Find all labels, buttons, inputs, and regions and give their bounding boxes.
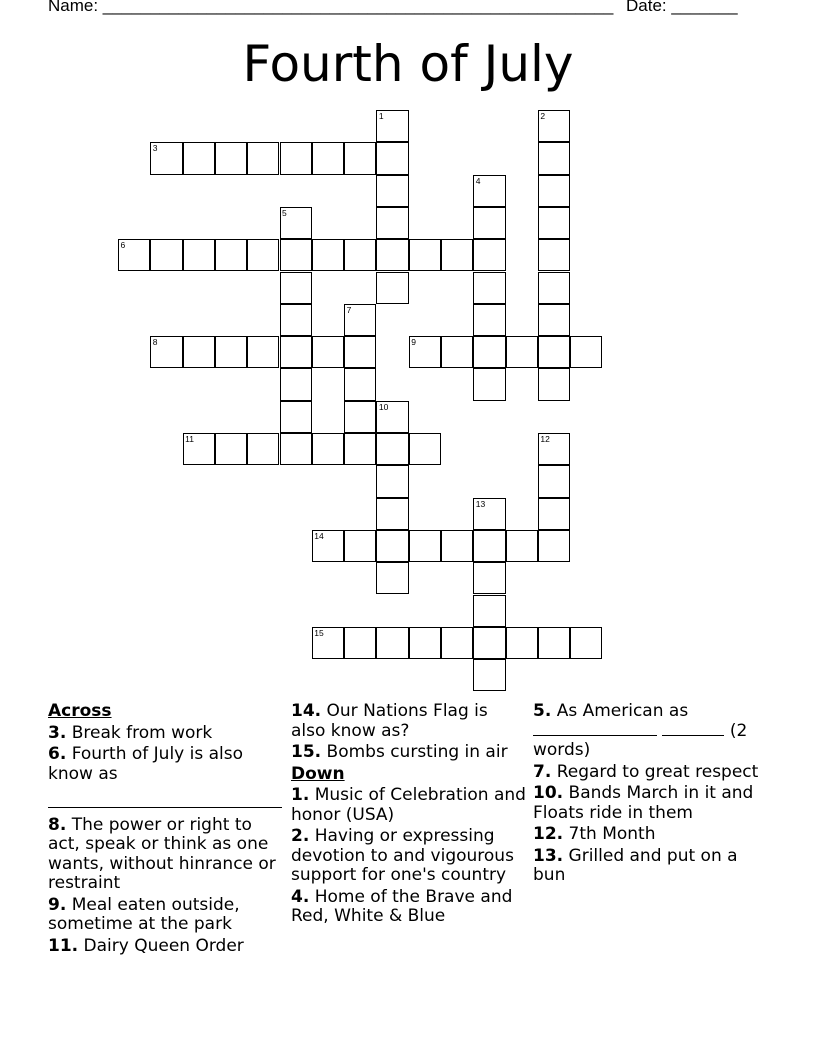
down-heading: Down — [291, 763, 345, 784]
clue-across-6 — [48, 745, 286, 814]
clue-text: Meal eaten outside, sometime at the park — [48, 894, 240, 934]
crossword-cell[interactable] — [376, 272, 408, 304]
crossword-cell[interactable] — [215, 142, 247, 174]
crossword-cell[interactable] — [183, 336, 215, 368]
clue-across-9 — [48, 896, 286, 935]
crossword-cell[interactable] — [312, 433, 344, 465]
crossword-cell[interactable] — [344, 142, 376, 174]
date-field-label: Date: _______ — [626, 0, 738, 15]
cell-number: 15 — [314, 627, 324, 638]
clue-text: Bands March in it and Floats ride in them — [533, 783, 754, 823]
clue-number: 4. — [291, 886, 310, 907]
clue-down-12 — [533, 825, 765, 845]
clue-text: Bombs cursting in air — [326, 742, 508, 762]
crossword-cell[interactable] — [473, 562, 505, 594]
crossword-cell[interactable] — [118, 239, 150, 271]
clue-text-tail: (2 words) — [533, 720, 748, 760]
clue-number: 7. — [533, 761, 552, 782]
clue-down-10 — [533, 784, 765, 823]
clue-across-14 — [291, 702, 527, 741]
crossword-cell[interactable] — [441, 239, 473, 271]
clue-text: Grilled and put on a bun — [533, 845, 738, 885]
crossword-cell[interactable] — [538, 304, 570, 336]
crossword-cell[interactable] — [150, 142, 182, 174]
clue-across-8 — [48, 816, 286, 894]
crossword-cell[interactable] — [538, 239, 570, 271]
crossword-cell[interactable] — [473, 595, 505, 627]
clue-number: 1. — [291, 785, 310, 805]
crossword-cell[interactable] — [506, 627, 538, 659]
crossword-cell[interactable] — [344, 368, 376, 400]
crossword-cell[interactable] — [473, 659, 505, 691]
clue-number: 14. — [291, 701, 322, 721]
crossword-cell[interactable] — [376, 562, 408, 594]
crossword-cell[interactable] — [538, 110, 570, 142]
crossword-cell[interactable] — [312, 627, 344, 659]
crossword-cell[interactable] — [473, 368, 505, 400]
clue-down-5 — [533, 702, 765, 761]
clue-across-11 — [48, 937, 286, 957]
crossword-cell[interactable] — [247, 142, 279, 174]
clue-text: Having or expressing devotion to and vigourous support for one's country — [291, 826, 514, 885]
cell-number: 6 — [120, 240, 126, 251]
crossword-cell[interactable] — [538, 142, 570, 174]
crossword-cell[interactable] — [570, 336, 602, 368]
crossword-cell[interactable] — [376, 110, 408, 142]
cell-number: 14 — [314, 530, 324, 541]
cell-number: 11 — [185, 434, 194, 444]
crossword-cell[interactable] — [376, 530, 408, 562]
clue-number: 12. — [533, 824, 564, 844]
clue-down-4 — [291, 888, 527, 927]
crossword-cell[interactable] — [409, 239, 441, 271]
cell-number: 10 — [378, 401, 389, 412]
crossword-cell[interactable] — [409, 530, 441, 562]
clue-number: 13. — [533, 845, 564, 866]
answer-blank — [533, 734, 657, 736]
clue-down-13 — [533, 847, 765, 886]
crossword-cell[interactable] — [538, 530, 570, 562]
crossword-cell[interactable] — [506, 336, 538, 368]
crossword-cell[interactable] — [280, 272, 312, 304]
crossword-cell[interactable] — [280, 433, 312, 465]
clue-down-7 — [533, 763, 765, 783]
crossword-cell[interactable] — [570, 627, 602, 659]
cell-number: 5 — [282, 207, 287, 218]
crossword-cell[interactable] — [183, 433, 215, 465]
cell-number: 12 — [540, 434, 550, 444]
crossword-cell[interactable] — [376, 207, 408, 239]
clue-number: 11. — [48, 935, 79, 956]
crossword-cell[interactable] — [409, 336, 441, 368]
crossword-cell[interactable] — [473, 239, 505, 271]
clue-text: Regard to great respect — [556, 761, 759, 782]
crossword-cell[interactable] — [538, 207, 570, 239]
crossword-cell[interactable] — [150, 336, 182, 368]
crossword-cell[interactable] — [344, 530, 376, 562]
crossword-cell[interactable] — [247, 433, 279, 465]
crossword-cell[interactable] — [538, 336, 570, 368]
crossword-cell[interactable] — [312, 336, 344, 368]
crossword-cell[interactable] — [473, 175, 505, 207]
clue-number: 15. — [291, 742, 322, 762]
crossword-cell[interactable] — [441, 627, 473, 659]
crossword-cell[interactable] — [280, 401, 312, 433]
cell-number: 2 — [540, 111, 546, 121]
crossword-cell[interactable] — [376, 142, 408, 174]
crossword-cell[interactable] — [183, 239, 215, 271]
crossword-cell[interactable] — [376, 401, 408, 433]
across-heading: Across — [48, 701, 112, 721]
clue-text: Music of Celebration and honor (USA) — [291, 785, 526, 825]
answer-blank — [662, 734, 724, 736]
crossword-cell[interactable] — [280, 207, 312, 239]
clues-column-2 — [291, 702, 527, 929]
crossword-cell[interactable] — [183, 142, 215, 174]
crossword-cell[interactable] — [280, 336, 312, 368]
cell-number: 4 — [475, 175, 481, 186]
name-field-label: Name: ______________________________________________________ — [48, 0, 614, 15]
page-title: Fourth of July — [242, 35, 574, 93]
cell-number: 13 — [475, 498, 486, 509]
clue-number: 10. — [533, 783, 564, 803]
clue-text: As American as — [556, 701, 689, 721]
clue-number: 9. — [48, 894, 67, 915]
clues-column-3 — [533, 702, 765, 888]
clue-text: Home of the Brave and Red, White & Blue — [291, 886, 513, 926]
crossword-cell[interactable] — [376, 627, 408, 659]
crossword-cell[interactable] — [538, 465, 570, 497]
crossword-cell[interactable] — [312, 142, 344, 174]
crossword-cell[interactable] — [280, 368, 312, 400]
crossword-cell[interactable] — [538, 368, 570, 400]
crossword-cell[interactable] — [280, 142, 312, 174]
clue-down-1 — [291, 786, 527, 825]
crossword-cell[interactable] — [538, 627, 570, 659]
crossword-cell[interactable] — [441, 530, 473, 562]
crossword-cell[interactable] — [376, 239, 408, 271]
crossword-cell[interactable] — [409, 627, 441, 659]
clue-number: 8. — [48, 814, 67, 835]
cell-number: 1 — [378, 111, 384, 121]
crossword-cell[interactable] — [376, 433, 408, 465]
crossword-cell[interactable] — [473, 627, 505, 659]
clue-across-15 — [291, 743, 527, 763]
crossword-cell[interactable] — [344, 304, 376, 336]
crossword-cell[interactable] — [344, 627, 376, 659]
answer-blank — [48, 806, 282, 808]
crossword-cell[interactable] — [473, 336, 505, 368]
crossword-cell[interactable] — [473, 304, 505, 336]
crossword-cell[interactable] — [215, 239, 247, 271]
clue-down-2 — [291, 827, 527, 886]
crossword-cell[interactable] — [215, 433, 247, 465]
clue-text: Break from work — [71, 722, 213, 743]
crossword-cell[interactable] — [247, 336, 279, 368]
crossword-cell[interactable] — [280, 304, 312, 336]
clues-column-1 — [48, 702, 286, 958]
clue-number: 5. — [533, 701, 552, 721]
crossword-cell[interactable] — [538, 433, 570, 465]
clue-text: Dairy Queen Order — [83, 935, 244, 956]
crossword-cell[interactable] — [538, 498, 570, 530]
clue-text: Our Nations Flag is also know as? — [291, 701, 488, 741]
crossword-cell[interactable] — [280, 239, 312, 271]
crossword-cell[interactable] — [344, 239, 376, 271]
crossword-cell[interactable] — [473, 272, 505, 304]
crossword-cell[interactable] — [344, 401, 376, 433]
crossword-cell[interactable] — [344, 433, 376, 465]
crossword-cell[interactable] — [344, 336, 376, 368]
clue-number: 3. — [48, 722, 67, 743]
crossword-cell[interactable] — [376, 498, 408, 530]
clue-text: 7th Month — [568, 824, 656, 844]
cell-number: 8 — [152, 337, 158, 348]
crossword-cell[interactable] — [247, 239, 279, 271]
crossword-cell[interactable] — [376, 175, 408, 207]
crossword-cell[interactable] — [473, 498, 505, 530]
crossword-cell[interactable] — [473, 530, 505, 562]
clue-number: 6. — [48, 744, 67, 764]
crossword-cell[interactable] — [473, 207, 505, 239]
crossword-cell[interactable] — [441, 336, 473, 368]
clue-text: The power or right to act, speak or think as one wants, without hinrance or restraint — [48, 814, 276, 893]
cell-number: 3 — [152, 143, 158, 154]
crossword-cell[interactable] — [506, 530, 538, 562]
crossword-cell[interactable] — [215, 336, 247, 368]
clue-text: Fourth of July is also know as — [48, 744, 244, 784]
crossword-cell[interactable] — [376, 465, 408, 497]
crossword-cell[interactable] — [312, 530, 344, 562]
crossword-cell[interactable] — [538, 175, 570, 207]
crossword-cell[interactable] — [312, 239, 344, 271]
clue-number: 2. — [291, 826, 310, 846]
crossword-cell[interactable] — [409, 433, 441, 465]
crossword-cell[interactable] — [150, 239, 182, 271]
cell-number: 9 — [411, 337, 416, 348]
crossword-cell[interactable] — [538, 272, 570, 304]
clue-across-3 — [48, 724, 286, 744]
cell-number: 7 — [346, 304, 352, 315]
